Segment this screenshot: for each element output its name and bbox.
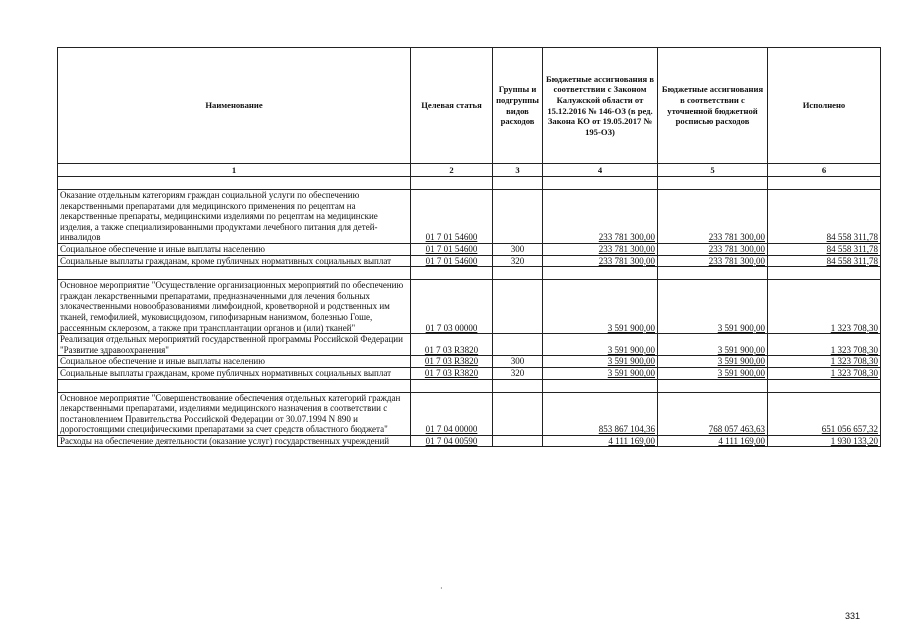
column-number: 5 (658, 164, 768, 177)
cell-budget-refined: 3 591 900,00 (658, 334, 768, 356)
cell-budget-law: 853 867 104,36 (543, 392, 658, 435)
spacer-row (58, 379, 881, 392)
cell-budget-law: 233 781 300,00 (543, 255, 658, 267)
spacer-cell (768, 177, 881, 190)
cell-executed: 84 558 311,78 (768, 190, 881, 244)
cell-budget-refined: 4 111 169,00 (658, 435, 768, 447)
cell-budget-law: 233 781 300,00 (543, 190, 658, 244)
cell-name: Расходы на обеспечение деятельности (оказание услуг) государственных учреждений (58, 435, 411, 447)
cell-expense-group (493, 334, 543, 356)
cell-name: Реализация отдельных мероприятий государственной программы Российской Федерации "Развитие здравоохранения" (58, 334, 411, 356)
spacer-cell (543, 379, 658, 392)
spacer-cell (58, 267, 411, 280)
cell-executed: 1 930 133,20 (768, 435, 881, 447)
cell-budget-law: 3 591 900,00 (543, 280, 658, 334)
spacer-cell (543, 177, 658, 190)
cell-executed: 651 056 657,32 (768, 392, 881, 435)
cell-target-article: 01 7 03 R3820 (411, 367, 493, 379)
cell-name: Социальные выплаты гражданам, кроме публичных нормативных социальных выплат (58, 255, 411, 267)
cell-executed: 1 323 708,30 (768, 356, 881, 368)
cell-expense-group (493, 392, 543, 435)
spacer-cell (768, 379, 881, 392)
cell-budget-refined: 233 781 300,00 (658, 190, 768, 244)
column-number-row (58, 164, 881, 177)
cell-name: Оказание отдельным категориям граждан социальной услуги по обеспечению лекарственными препаратами для медицинского применения по рецептам на лекарственные препараты, медицинскими изделиями по рецептам на медицинские изделия, а также специализированными продуктами лечебного питания для детей-инвалидов (58, 190, 411, 244)
cell-expense-group: 300 (493, 356, 543, 368)
cell-expense-group (493, 280, 543, 334)
spacer-cell (411, 177, 493, 190)
header-name: Наименование (58, 48, 411, 164)
cell-target-article: 01 7 04 00590 (411, 435, 493, 447)
column-number: 2 (411, 164, 493, 177)
cell-budget-refined: 3 591 900,00 (658, 356, 768, 368)
header-target-article: Целевая статья (411, 48, 493, 164)
table-row (58, 280, 881, 334)
spacer-cell (493, 267, 543, 280)
cell-target-article: 01 7 03 R3820 (411, 356, 493, 368)
cell-target-article: 01 7 03 00000 (411, 280, 493, 334)
cell-expense-group (493, 435, 543, 447)
cell-target-article: 01 7 01 54600 (411, 190, 493, 244)
table-row (58, 367, 881, 379)
cell-expense-group: 320 (493, 255, 543, 267)
spacer-row (58, 267, 881, 280)
stray-mark: · (440, 584, 443, 593)
header-budget-law: Бюджетные ассигнования в соответствии с Законом Калужской области от 15.12.2016 № 146-ОЗ (в ред. Закона КО от 19.05.2017 № 195-ОЗ) (543, 48, 658, 164)
cell-expense-group (493, 190, 543, 244)
cell-budget-refined: 3 591 900,00 (658, 280, 768, 334)
cell-budget-law: 3 591 900,00 (543, 356, 658, 368)
table-row (58, 392, 881, 435)
column-number: 6 (768, 164, 881, 177)
cell-target-article: 01 7 03 R3820 (411, 334, 493, 356)
cell-name: Социальное обеспечение и иные выплаты населению (58, 243, 411, 255)
spacer-cell (58, 379, 411, 392)
spacer-cell (658, 267, 768, 280)
column-number: 1 (58, 164, 411, 177)
column-number: 4 (543, 164, 658, 177)
spacer-row (58, 177, 881, 190)
spacer-cell (543, 267, 658, 280)
cell-budget-law: 3 591 900,00 (543, 334, 658, 356)
cell-target-article: 01 7 01 54600 (411, 255, 493, 267)
cell-budget-refined: 233 781 300,00 (658, 243, 768, 255)
cell-target-article: 01 7 04 00000 (411, 392, 493, 435)
cell-name: Социальные выплаты гражданам, кроме публичных нормативных социальных выплат (58, 367, 411, 379)
cell-name: Социальное обеспечение и иные выплаты населению (58, 356, 411, 368)
cell-budget-refined: 768 057 463,63 (658, 392, 768, 435)
cell-expense-group: 320 (493, 367, 543, 379)
spacer-cell (658, 177, 768, 190)
budget-execution-table (57, 47, 881, 447)
page-number: 331 (845, 611, 861, 621)
table-row (58, 190, 881, 244)
cell-executed: 1 323 708,30 (768, 367, 881, 379)
cell-executed: 1 323 708,30 (768, 280, 881, 334)
cell-name: Основное мероприятие "Совершенствование обеспечения отдельных категорий граждан лекарственными препаратами, изделиями медицинского назначения в соответствии с постановлением Правительства Российской Федерации от 30.07.1994 N 890 и дорогостоящими специфическими препаратами за счет средств областного бюджета" (58, 392, 411, 435)
cell-budget-law: 4 111 169,00 (543, 435, 658, 447)
table-row (58, 334, 881, 356)
table-row (58, 255, 881, 267)
spacer-cell (411, 379, 493, 392)
spacer-cell (493, 177, 543, 190)
header-budget-refined: Бюджетные ассигнования в соответствии с уточненной бюджетной росписью расходов (658, 48, 768, 164)
header-row (58, 48, 881, 164)
spacer-cell (58, 177, 411, 190)
cell-budget-law: 3 591 900,00 (543, 367, 658, 379)
cell-budget-law: 233 781 300,00 (543, 243, 658, 255)
cell-executed: 84 558 311,78 (768, 243, 881, 255)
spacer-cell (768, 267, 881, 280)
header-executed: Исполнено (768, 48, 881, 164)
cell-expense-group: 300 (493, 243, 543, 255)
table-row (58, 356, 881, 368)
cell-target-article: 01 7 01 54600 (411, 243, 493, 255)
cell-executed: 84 558 311,78 (768, 255, 881, 267)
cell-executed: 1 323 708,30 (768, 334, 881, 356)
cell-budget-refined: 233 781 300,00 (658, 255, 768, 267)
spacer-cell (658, 379, 768, 392)
spacer-cell (411, 267, 493, 280)
table-row (58, 435, 881, 447)
column-number: 3 (493, 164, 543, 177)
table-row (58, 243, 881, 255)
spacer-cell (493, 379, 543, 392)
cell-budget-refined: 3 591 900,00 (658, 367, 768, 379)
header-expense-groups: Группы и подгруппы видов расходов (493, 48, 543, 164)
table-body (58, 177, 881, 447)
cell-name: Основное мероприятие "Осуществление организационных мероприятий по обеспечению граждан лекарственными препаратами, предназначенными для лечения больных злокачественными новообразованиями лимфоидной, кроветворной и родственных им тканей, гемофилией, муковисцидозом, гипофизарным нанизмом, болезнью Гоше, рассеянным склерозом, а также при трансплантации органов и (или) тканей" (58, 280, 411, 334)
